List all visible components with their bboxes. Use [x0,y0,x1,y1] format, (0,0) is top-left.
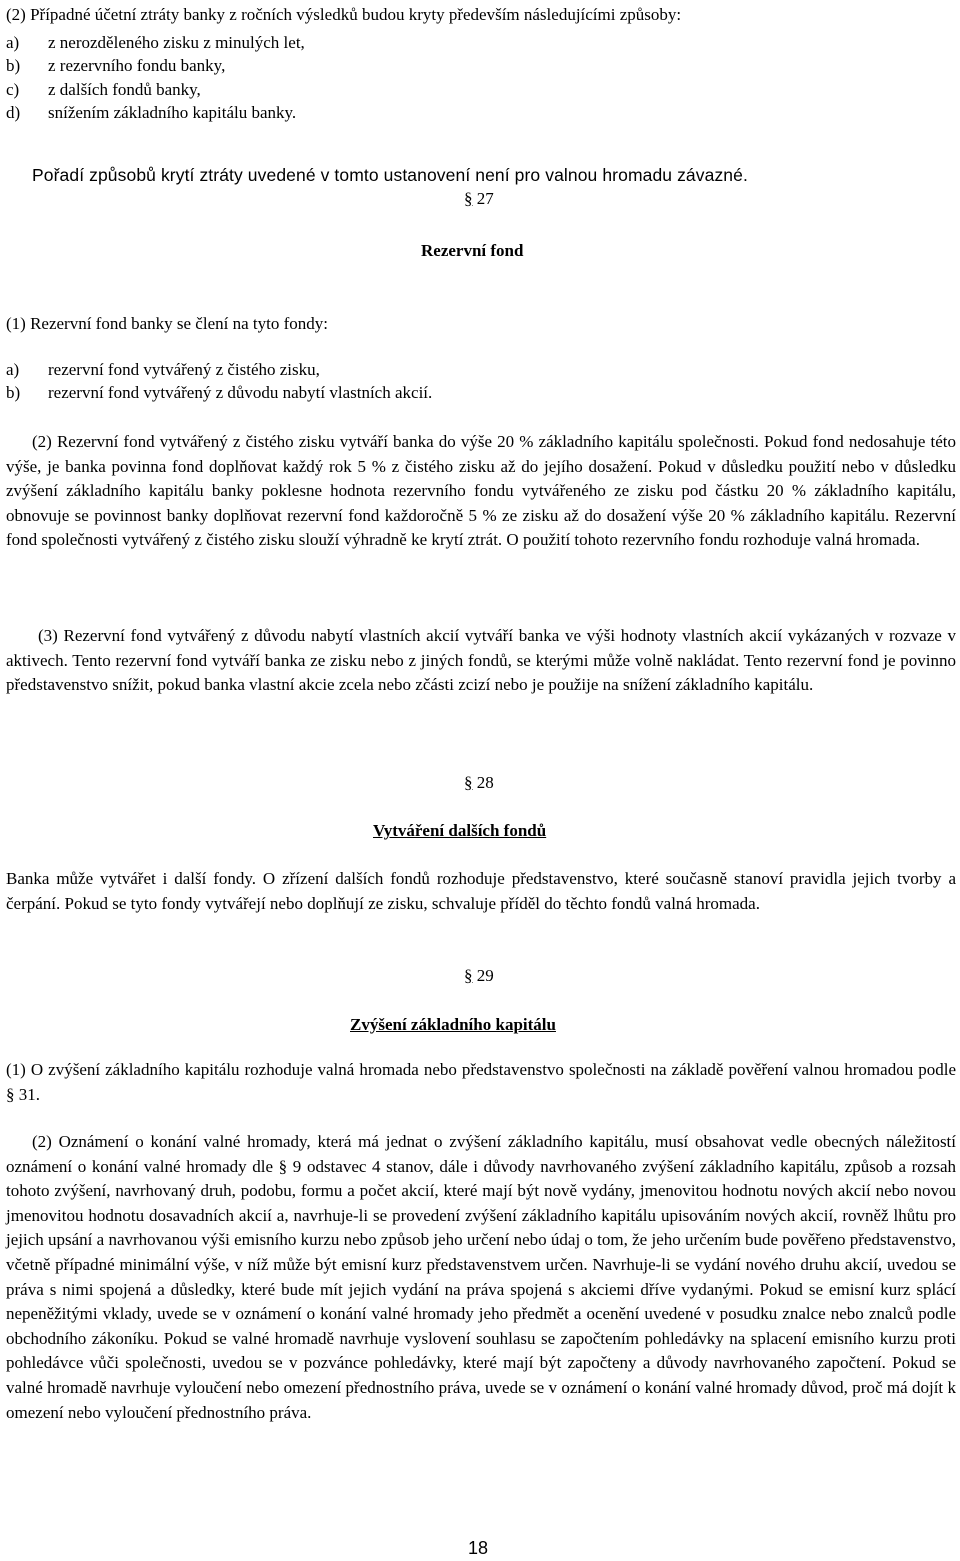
list-item [6,78,305,101]
section-num: 29 [476,966,494,985]
s29-paragraph-1 [6,1058,956,1107]
section-29-title: Zvýšení základního kapitálu [350,1015,556,1034]
list-item [6,358,432,381]
list-item [6,381,432,404]
section-27-number [464,187,494,212]
s27-paragraph-3 [6,624,956,698]
intro-paragraph: (2) Případné účetní ztráty banky z ročních výsledků budou kryty především následujícími způsoby: [6,5,682,24]
list-text: rezervní fond vytvářený z čistého zisku, [48,360,320,379]
paragraph-text: (3) Rezervní fond vytvářený z důvodu nabytí vlastních akcií vytváří banka ve výši hodnoty vlastních akcií vykázaných v rozvaze v aktivech. Tento rezervní fond vytváří banka ze zisku nebo z jiných fondů, se kterými může volně nakládat. Tento rezervní fond je povinno představenstvo snížit, pokud banka vlastní akcie zcela nebo zčásti zcizí nebo je použije na snížení základního kapitálu. [6,626,956,695]
list-text: rezervní fond vytvářený z důvodu nabytí vlastních akcií. [48,383,433,403]
section-num: 28 [476,773,494,792]
list-text: z rezervního fondu banky, [48,56,226,76]
section-28-number [464,771,494,796]
page-number: 18 [468,1538,489,1558]
list-marker: c) [6,79,20,99]
loss-coverage-list [6,31,305,125]
paragraph-text: (1) O zvýšení základního kapitálu rozhoduje valná hromada nebo představenstvo společnosti na základě pověření valnou hromadou podle § 31. [6,1060,956,1104]
s28-paragraph [6,867,956,916]
list-item [6,54,305,77]
list-item [6,101,305,124]
order-note: Pořadí způsobů krytí ztráty uvedené v tomto ustanovení není pro valnou hromadu závazné. [32,165,748,185]
list-marker: b) [6,383,21,403]
s27-p1-intro: (1) Rezervní fond banky se člení na tyto fondy: [6,314,328,333]
paragraph-text: (2) Rezervní fond vytvářený z čistého zisku vytváří banka do výše 20 % základního kapitálu společnosti. Pokud fond nedosahuje této výše, je banka povinna fond doplňovat každý rok 5 % z čistého zisku až do jejího dosažení. Pokud v důsledku použití nebo v důsledku zvýšení základního kapitálu banky poklesne hodnota rezervního fondu vytvářeného ze zisku pod částku 20 % základního kapitálu, obnovuje se povinnost banky doplňovat rezervní fond každoročně 5 % ze zisku až do dosažení výše 20 % základního kapitálu. Rezervní fond společnosti vytvářený z čistého zisku slouží výhradně ke krytí ztrát. O použití tohoto rezervního fondu rozhoduje valná hromada. [6,432,956,550]
section-sign: § [464,189,473,208]
list-marker: a) [6,360,20,379]
reserve-fund-list [6,358,432,405]
s27-paragraph-2 [6,430,956,553]
section-29-number [464,964,494,989]
paragraph-text: (2) Oznámení o konání valné hromady, která má jednat o zvýšení základního kapitálu, musí obsahovat vedle obecných náležitostí oznámení o konání valné hromady dle § 9 odstavec 4 stanov, dále i důvody navrhovaného zvýšení základního kapitálu, způsob a rozsah tohoto zvýšení, navrhovaný druh, podobu, formu a počet akcií, které mají být nově vydány, jmenovitou hodnotu nových akcií nebo novou jmenovitou hodnotu dosavadních akcií a, navrhuje-li se provedení zvýšení základního kapitálu upisováním nových akcií, rovněž lhůtu pro jejich upsání a navrhovanou výši emisního kurzu nebo způsob jeho určení nebo údaj o tom, že jeho určením bude pověřeno představenstvo, včetně případné minimální výše, v níž může být emisní kurz představenstvem určen. Navrhuje-li se vydání nového druhu akcií, uvedou se práva s nimi spojená a důsledky, které bude mít jejich vydání na práva spojená s akciemi dříve vydanými. Pokud se emisní kurz splácí nepeněžitými vklady, uvede se v oznámení o konání valné hromady jeho předmět a ocenění uvedené v posudku znalce nebo znalců podle obchodního zákoníku. Pokud se valné hromadě navrhuje vyslovení souhlasu se započtením pohledávky na splacení emisního kurzu proti pohledávce vůči společnosti, uvedou se v pozvánce pohledávky, které mají být započteny a důvody navrhovaného započtení. Pokud se valné hromadě navrhuje vyloučení nebo omezení přednostního práva, uvede se v oznámení o konání valné hromady důvod, proč má dojít k omezení nebo vyloučení přednostního práva. [6,1132,956,1422]
section-num: 27 [476,189,494,208]
s29-paragraph-2 [6,1130,956,1425]
paragraph-text: Banka může vytvářet i další fondy. O zřízení dalších fondů rozhoduje představenstvo, které současně stanoví pravidla jejich tvorby a čerpání. Pokud se tyto fondy vytvářejí nebo doplňují ze zisku, schvaluje příděl do těchto fondů valná hromada. [6,869,956,913]
list-marker: d) [6,103,21,123]
section-sign: § [464,966,473,985]
list-text: z nerozděleného zisku z minulých let, [48,33,305,52]
list-marker: a) [6,33,20,52]
list-text: snížením základního kapitálu banky. [48,103,297,123]
list-item [6,31,305,54]
list-text: z dalších fondů banky, [48,79,201,99]
section-28-title: Vytváření dalších fondů [373,821,547,840]
list-marker: b) [6,56,21,76]
section-27-title: Rezervní fond [421,241,524,260]
section-sign: § [464,773,473,792]
